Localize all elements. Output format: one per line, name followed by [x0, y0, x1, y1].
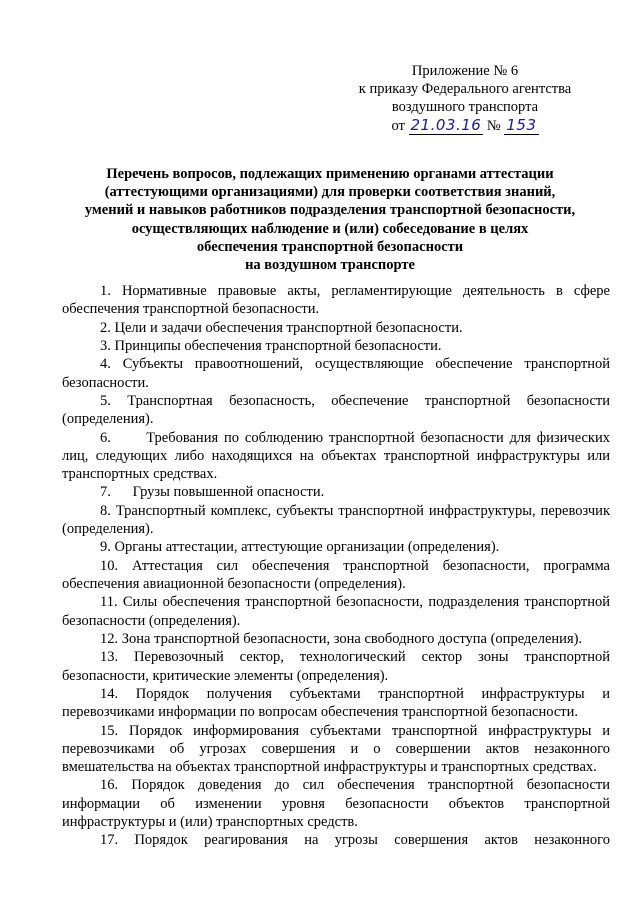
- title-line: Перечень вопросов, подлежащих применению органами аттестации: [106, 166, 554, 182]
- handwritten-date: 21.03.16: [410, 116, 482, 134]
- list-item: 16. Порядок доведения до сил обеспечения транспортной безопасности информации об изменении уровня безопасности объектов транспортной инфраструктуры и (или) транспортных средств.: [62, 777, 610, 830]
- title-line: умений и навыков работников подразделения транспортной безопасности,: [84, 202, 576, 219]
- title-line: (аттестующими организациями) для проверки соответствия знаний,: [104, 184, 556, 201]
- handwritten-number: 153: [506, 116, 537, 134]
- list-item: 17. Порядок реагирования на угрозы совершения актов незаконного: [100, 832, 610, 849]
- list-item: 2. Цели и задачи обеспечения транспортной безопасности.: [100, 319, 463, 336]
- list-item: 15. Порядок информирования субъектами транспортной инфраструктуры и перевозчиками об угрозах совершения и о совершении актов незаконного вмешательства на объектах транспортной инфраструктуры и транспортных средствах.: [62, 722, 610, 775]
- list-item: 5. Транспортная безопасность, обеспечение транспортной безопасности (определения).: [62, 392, 610, 428]
- list-item: 12. Зона транспортной безопасности, зона свободного доступа (определения).: [100, 630, 583, 647]
- list-item: 1. Нормативные правовые акты, регламентирующие деятельность в сфере обеспечения транспортной безопасности.: [62, 283, 610, 318]
- title-line: осуществляющих наблюдение и (или) собеседование в целях: [131, 220, 529, 237]
- list-item: 9. Органы аттестации, аттестующие организации (определения).: [100, 539, 500, 556]
- list-item: 6. Требования по соблюдению транспортной безопасности для физических лиц, следующих либо находящихся на объектах транспортной инфраструктуры или транспортных средствах.: [62, 429, 614, 482]
- list-item: 14. Порядок получения субъектами транспортной инфраструктуры и перевозчиками информации по вопросам обеспечения транспортной безопасности.: [62, 685, 610, 721]
- list-item: 8. Транспортный комплекс, субъекты транспортной инфраструктуры, перевозчик (определения).: [62, 502, 610, 537]
- list-item: 10. Аттестация сил обеспечения транспортной безопасности, программа обеспечения авиационной безопасности (определения).: [62, 557, 610, 592]
- order-date-line: [300, 116, 630, 135]
- document-title: [60, 165, 600, 274]
- list-item: 3. Принципы обеспечения транспортной безопасности.: [100, 337, 442, 354]
- title-line: на воздушном транспорте: [245, 257, 415, 274]
- date-prefix: от: [391, 118, 405, 134]
- appendix-header: [300, 62, 630, 135]
- list-item: 11. Силы обеспечения транспортной безопасности, подразделения транспортной безопасности (определения).: [62, 594, 610, 629]
- question-list: [62, 282, 614, 849]
- list-item: 4. Субъекты правоотношений, осуществляющие обеспечение транспортной безопасности.: [62, 356, 610, 391]
- list-item: 7. Грузы повышенной опасности.: [100, 484, 325, 501]
- order-reference: к приказу Федерального агентства: [358, 81, 572, 97]
- agency-name: воздушного транспорта: [391, 99, 539, 115]
- number-prefix: №: [486, 118, 501, 134]
- list-item: 13. Перевозочный сектор, технологический сектор зоны транспортной безопасности, критические элементы (определения).: [62, 649, 610, 684]
- appendix-number: Приложение № 6: [411, 63, 519, 79]
- title-line: обеспечения транспортной безопасности: [196, 238, 464, 255]
